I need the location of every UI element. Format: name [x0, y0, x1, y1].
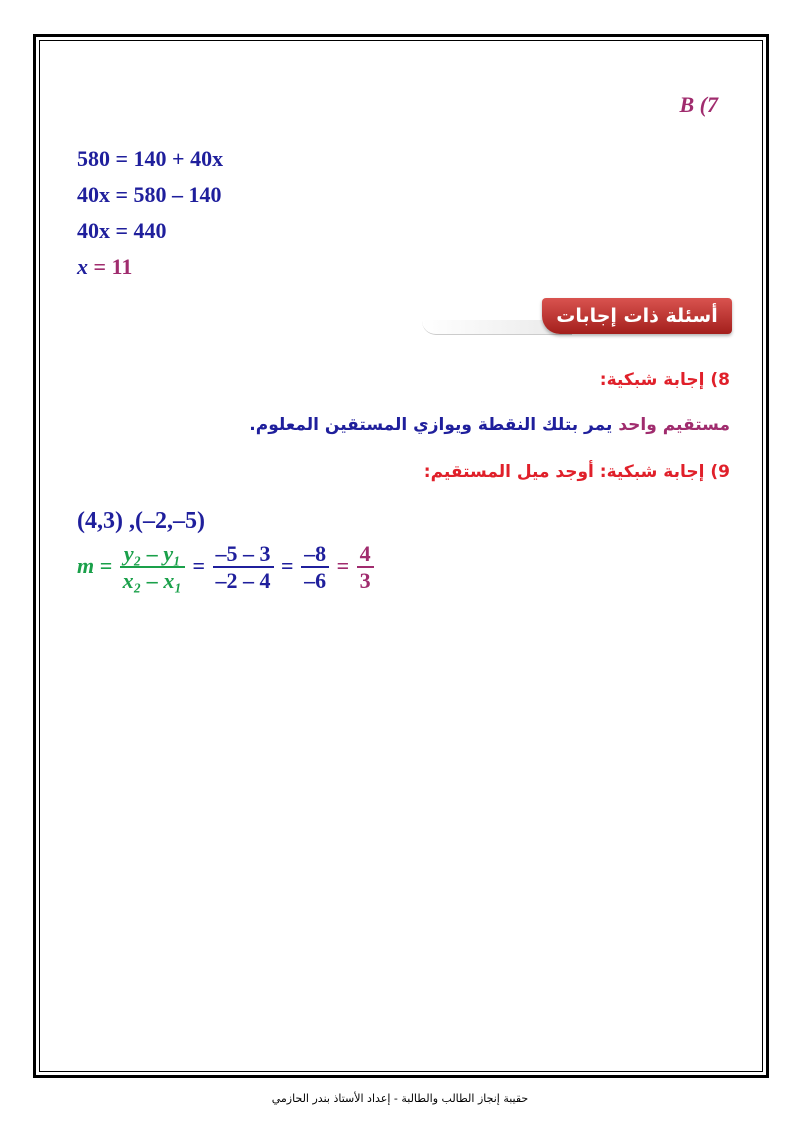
equation-4-lhs: x: [77, 254, 88, 279]
equation-line-2: [77, 182, 222, 208]
simplified-numerator: –8: [301, 542, 329, 568]
equation-1-rhs: = 140 + 40x: [115, 146, 224, 171]
equation-2-rhs: = 580 – 140: [115, 182, 222, 207]
result-denominator: 3: [359, 568, 371, 593]
q9-points: (4,3) ,(–2,–5): [77, 508, 205, 534]
page-footer: حقيبة إنجاز الطالب والطالبة - إعداد الأستاذ بندر الحازمي: [271, 1092, 529, 1105]
equation-3-lhs: 40x: [77, 218, 110, 243]
slope-substituted-fraction: [213, 542, 274, 594]
question-8-heading: 8) إجابة شبكية:: [599, 370, 730, 390]
q7-text: B (7: [679, 92, 718, 117]
slope-formula-fraction: [120, 542, 185, 594]
question-7-label: [680, 92, 719, 118]
simplified-denominator: –6: [304, 568, 327, 593]
equation-1-lhs: 580: [77, 146, 110, 171]
equation-3-rhs: = 440: [115, 218, 167, 243]
result-numerator: 4: [357, 542, 374, 568]
slope-formula-numerator: y₂ – y₁: [120, 542, 185, 568]
substituted-numerator: –5 – 3: [213, 542, 274, 568]
section-banner: [422, 298, 732, 363]
equation-4-rhs: = 11: [93, 254, 133, 279]
slope-formula-denominator: x₂ – x₁: [122, 568, 182, 593]
slope-simplified-fraction: [301, 542, 329, 594]
slope-result-fraction: [357, 542, 374, 594]
equation-line-1: [77, 146, 223, 172]
q9-slope-equation: m = $\frac{\text{y₂ – y₁}}{\text{x₂ – x₁}}$ = $\frac{-5 - 3}{-2 - 4}$ = $\frac{-8}{-6}$ = $\frac{4}{3}$: [77, 542, 376, 594]
banner-title: أسئلة ذات إجابات قصيرة: [542, 298, 732, 334]
substituted-denominator: –2 – 4: [215, 568, 271, 593]
question-8-answer: [249, 415, 730, 435]
slope-m-label: m =: [77, 553, 113, 579]
equation-line-4: [77, 254, 132, 280]
q8-answer-rest: يمر بتلك النقطة ويوازي المستقين المعلوم.: [249, 415, 619, 435]
equation-2-lhs: 40x: [77, 182, 110, 207]
q8-answer-highlight: مستقيم واحد: [618, 415, 730, 435]
question-9-heading: 9) إجابة شبكية: أوجد ميل المستقيم:: [423, 462, 730, 482]
equation-line-3: [77, 218, 167, 244]
